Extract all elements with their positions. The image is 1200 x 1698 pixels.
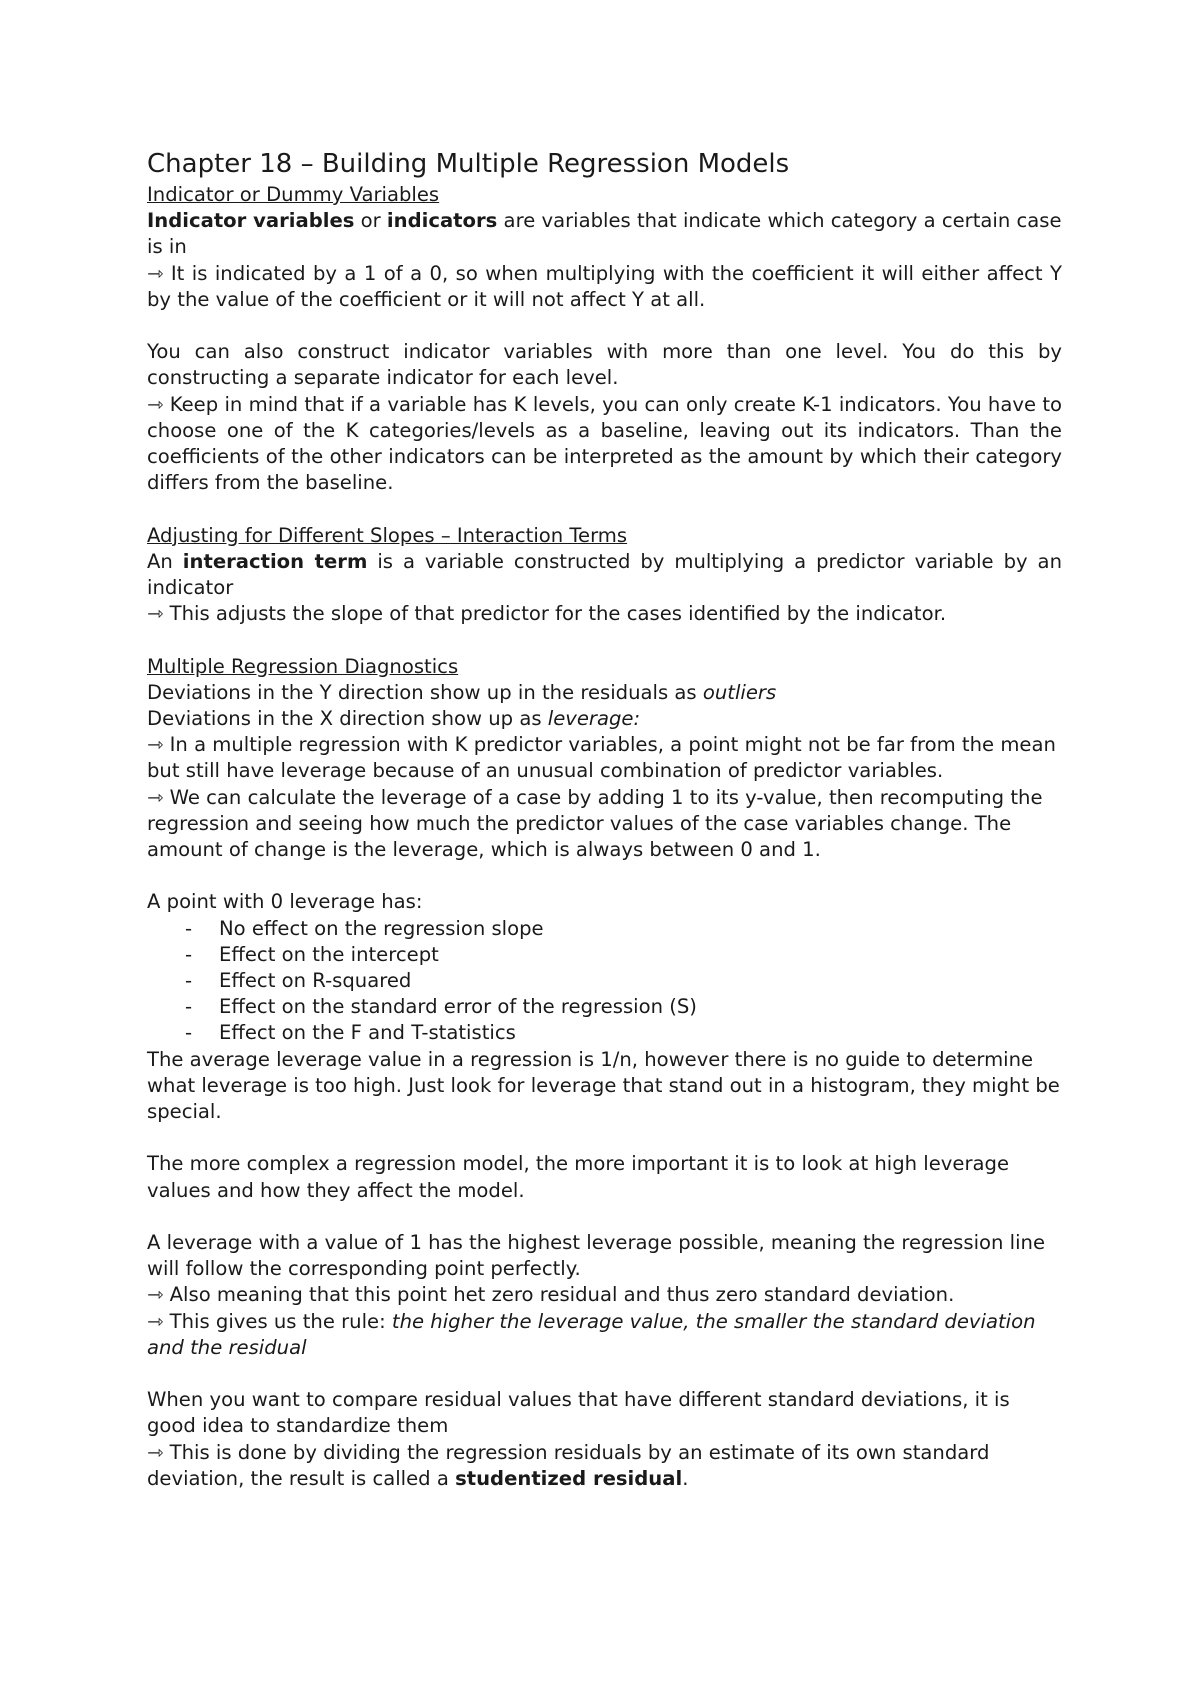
- paragraph-x-deviations: [147, 706, 1062, 732]
- section-heading-diagnostics: Multiple Regression Diagnostics: [147, 654, 459, 678]
- text-span: ⇾ This is done by dividing the regression residuals by an estimate of its own standard deviation, the result is called a: [147, 1440, 990, 1490]
- paragraph-average-leverage: The average leverage value in a regression is 1/n, however there is no guide to determine what leverage is too high. Just look for leverage that stand out in a histogram, they might be special.: [147, 1047, 1060, 1124]
- bold-term: studentized residual: [455, 1466, 683, 1490]
- spacer: [147, 1204, 1062, 1230]
- paragraph-leverage-combination: ⇾ In a multiple regression with K predictor variables, a point might not be far from the mean but still have leverage because of an unusual combination of predictor variables.: [147, 733, 1056, 783]
- italic-term: the higher the leverage value, the smaller the standard deviation and the residual: [147, 1309, 1036, 1359]
- document-page: [147, 146, 1062, 1492]
- paragraph-zero-leverage: A point with 0 leverage has:: [147, 890, 423, 914]
- text-span: .: [682, 1466, 689, 1490]
- paragraph-leverage-one: A leverage with a value of 1 has the highest leverage possible, meaning the regression line will follow the corresponding point perfectly.: [147, 1231, 1046, 1281]
- bold-term: Indicator variables: [147, 209, 355, 233]
- paragraph-zero-residual: ⇾ Also meaning that this point het zero residual and thus zero standard deviation.: [147, 1283, 955, 1307]
- bold-term: interaction term: [182, 549, 368, 573]
- paragraph-leverage-calculation: ⇾ We can calculate the leverage of a case by adding 1 to its y-value, then recomputing the regression and seeing how much the predictor values of the case variables change. The amount of change is the leverage, which is always between 0 and 1.: [147, 785, 1043, 862]
- list-item: - Effect on the standard error of the regression (S): [147, 994, 1062, 1020]
- text-span: ⇾ This gives us the rule:: [147, 1309, 392, 1333]
- paragraph-complex-model: The more complex a regression model, the more important it is to look at high leverage values and how they affect the model.: [147, 1152, 1009, 1202]
- paragraph-studentized: [147, 1440, 1062, 1492]
- list-item: - Effect on the F and T-statistics: [147, 1020, 1062, 1046]
- text-span: Deviations in the X direction show up as: [147, 707, 548, 731]
- list-item: - Effect on R-squared: [147, 968, 1062, 994]
- spacer: [147, 1361, 1062, 1387]
- paragraph-multiple-levels: You can also construct indicator variables with more than one level. You do this by constructing a separate indicator for each level.: [147, 340, 1062, 390]
- section-heading-indicator-variables: Indicator or Dummy Variables: [147, 183, 440, 206]
- paragraph-k-levels: ⇾ Keep in mind that if a variable has K levels, you can only create K-1 indicators. You have to choose one of the K categories/levels as a baseline, leaving out its indicators. Than the coefficients of the other indicators can be interpreted as the amount by which their category differs from the baseline.: [147, 392, 1062, 495]
- spacer: [147, 496, 1062, 522]
- list-item: - No effect on the regression slope: [147, 916, 1062, 942]
- text-span: An: [147, 549, 183, 573]
- italic-term: outliers: [702, 680, 777, 704]
- text-span: is a variable constructed by multiplying a predictor variable by an indicator: [147, 549, 1062, 600]
- italic-term: leverage:: [547, 707, 641, 731]
- spacer: [147, 313, 1062, 339]
- paragraph-y-deviations: [147, 680, 1062, 706]
- spacer: [147, 627, 1062, 653]
- paragraph-indicator-value: ⇾ It is indicated by a 1 of a 0, so when multiplying with the coefficient it will either affect Y by the value of the coefficient or it will not affect Y at all.: [147, 261, 1062, 311]
- paragraph-slope-adjust: ⇾ This adjusts the slope of that predictor for the cases identified by the indicator.: [147, 602, 947, 626]
- bold-term: indicators: [386, 209, 498, 233]
- paragraph-indicator-definition: [147, 208, 1062, 260]
- text-span: or: [354, 209, 387, 233]
- paragraph-interaction-definition: [147, 549, 1062, 601]
- list-item: - Effect on the intercept: [147, 942, 1062, 968]
- section-heading-interaction-terms: Adjusting for Different Slopes – Interaction Terms: [147, 523, 628, 547]
- spacer: [147, 1125, 1062, 1151]
- spacer: [147, 863, 1062, 889]
- paragraph-rule: [147, 1309, 1062, 1361]
- chapter-title: Chapter 18 – Building Multiple Regression Models: [147, 149, 790, 179]
- zero-leverage-list: [147, 916, 1062, 1047]
- text-span: Deviations in the Y direction show up in the residuals as: [147, 680, 703, 704]
- paragraph-standardize: When you want to compare residual values that have different standard deviations, it is good idea to standardize them: [147, 1388, 1010, 1438]
- text-span: are variables that indicate which category a certain case is in: [147, 209, 1062, 259]
